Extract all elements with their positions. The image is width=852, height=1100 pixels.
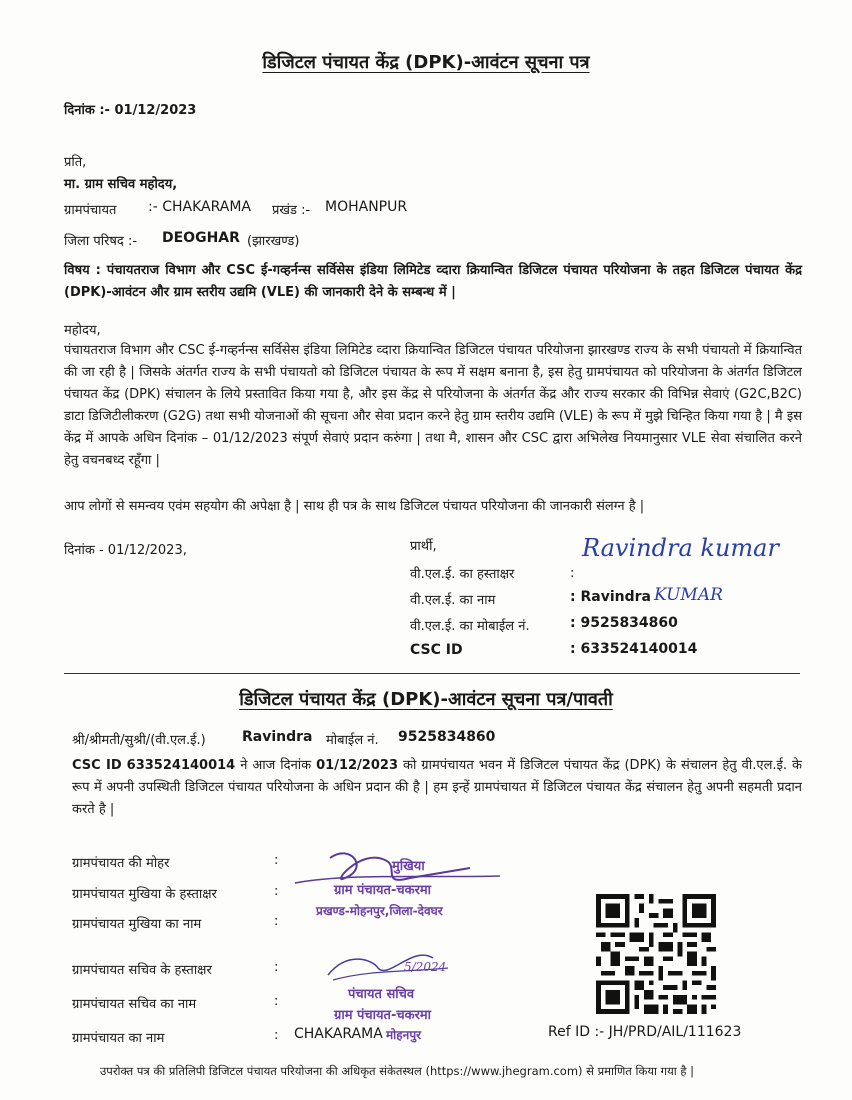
ref-id: Ref ID :- JH/PRD/AIL/111623 [548,1024,742,1040]
csc-id-label: CSC ID [410,642,463,658]
sachiv-name-label: ग्रामपंचायत सचिव का नाम [72,997,197,1012]
vle-signature-colon: : [570,566,575,581]
person-label: श्री/श्रीमती/सुश्री/(वी.एल.ई.) [72,733,206,748]
footer-note: उपरोक्त पत्र की प्रतिलिपी डिजिटल पंचायत परियोजना की अधिकृत संकेतस्थल (https://www.jhegram.com) से प्रमाणित किया गया है | [100,1064,695,1078]
body-paragraph: पंचायतराज विभाग और CSC ई-गव्हर्नन्स सर्विसेस इंडिया लिमिटेड व्दारा क्रियान्वित डिजिटल पंचायत परियोजना झारखण्ड राज्य के सभी पंचायतो में क्रियान्वित की जा रही है | जिसके अंतर्गत राज्य के सभी पंचायतो को डिजिटल पंचायत के रूप में सक्षम बनाना है, इस हेतु ग्रामपंचायत को परियोजना के अंतर्गत डिजिटल पंचायत केंद्र (DPK) संचालन के लिये प्रस्तावित किया गया है, और इस केंद्र से परियोजना के अंतर्गत केंद्र और राज्य सरकार की विभिन्न सेवाएं (G2C,B2C) डाटा डिजिटीलीकरण (G2G) तथा सभी योजनाओं की सूचना और सेवा प्रदान करने हेतु ग्राम स्तरीय उद्यमि (VLE) के रूप में मुझे चिन्हित किया गया है | मै इस केंद्र में आपके अधिन दिनांक – 01/12/2023 संपूर्ण सेवाएं प्रदान करुंगा | तथा मै, शासन और CSC द्वारा अभिलेख नियमानुसार VLE सेवा संचालित करने हेतु वचनबध्द रहूँगा | [64,343,802,468]
district-label: जिला परिषद :- [64,234,138,249]
sachiv-stamp-line1: पंचायत सचिव [348,987,415,1002]
vle-mobile-label: वी.एल.ई. का मोबाईल नं. [410,619,530,634]
mukhiya-stamp-line3: प्रखण्ड-मोहनपुर,जिला-देवघर [316,904,443,918]
cooperation-line: आप लोगों से समन्वय एवंम सहयोग की अपेक्षा है | साथ ही पत्र के साथ डिजिटल पंचायत परियोजना की जानकारी संलग्न है | [64,499,645,514]
receipt-text-part1: ने आज दिनांक [240,758,312,773]
mukhiya-signature-label: ग्रामपंचायत मुखिया के हस्ताक्षर [72,887,217,902]
receipt-text [72,755,802,821]
district-state: (झारखण्ड) [247,234,300,249]
gp-name-colon: : [274,1028,279,1043]
person-name: Ravindra [242,729,313,745]
vle-name-label: वी.एल.ई. का नाम [410,593,496,608]
vle-name-handwritten: KUMAR [654,585,723,605]
receipt-date: 01/12/2023 [316,758,398,773]
receipt-mobile-value: 9525834860 [398,729,496,745]
vle-signature-label: वी.एल.ई. का हस्ताक्षर [410,567,515,582]
sachiv-stamp-line3: मोहनपुर [386,1028,422,1042]
sachiv-sign-date: 5/2024 [404,960,447,974]
vle-name-value: : Ravindra [570,589,651,605]
sachiv-name-colon: : [274,994,279,1009]
receipt-title: डिजिटल पंचायत केंद्र (DPK)-आवंटन सूचना पत्र/पावती [239,689,613,710]
sachiv-signature-label: ग्रामपंचायत सचिव के हस्ताक्षर [72,963,212,978]
gp-name-value: CHAKARAMA [294,1026,383,1042]
page-title: डिजिटल पंचायत केंद्र (DPK)-आवंटन सूचना पत्र [262,52,590,73]
sachiv-stamp-line2: ग्राम पंचायत-चकरमा [334,1008,432,1023]
receipt-csc-value: 633524140014 [126,758,236,773]
mukhiya-name-colon: : [274,914,279,929]
receipt-mobile-label: मोबाईल नं. [326,733,379,748]
receipt-csc-label: CSC ID [72,758,122,773]
gram-panchayat-value: :- CHAKARAMA [148,199,252,215]
mukhiya-stamp-title: मुखिया [392,859,425,874]
mukhiya-stamp-line2: ग्राम पंचायत-चकरमा [334,883,432,898]
mukhiya-signature-colon: : [274,884,279,899]
divider [64,673,800,674]
block-label: प्रखंड :- [272,203,311,218]
vle-signature: Ravindra kumar [582,534,779,562]
subject: विषय : पंचायतराज विभाग और CSC ई-गव्हर्नन्स सर्विसेस इंडिया लिमिटेड व्दारा क्रियान्वित डिजिटल पंचायत परियोजना के तहत डिजिटल पंचायत केंद्र (DPK)-आवंटन और ग्राम स्तरीय उद्यमि (VLE) की जानकारी देने के सम्बन्ध में | [64,263,802,300]
vle-mobile-value: : 9525834860 [570,615,678,631]
csc-id-value: : 633524140014 [570,641,698,657]
sachiv-signature-colon: : [274,960,279,975]
district-value: DEOGHAR [162,230,240,246]
qr-code-icon [596,894,716,1014]
addressee-prefix: प्रति, [64,155,87,170]
sign-date: दिनांक - 01/12/2023, [64,543,187,558]
applicant-label: प्रार्थी, [410,539,437,554]
salutation: महोदय, [64,323,101,338]
letter-date: दिनांक :- 01/12/2023 [64,103,197,118]
receipt-text-part2: को ग्रामपंचायत भवन में डिजिटल पंचायत केंद्र (DPK) के संचालन हेतु वी.एल.ई. के रूप में अपनी उपस्थिती डिजिटल पंचायत परियोजना के अधिन प्रदान की है | हम इन्हें ग्रामपंचायत में डिजिटल पंचायत केंद्र संचालन हेतु अपनी सहमती प्रदान करते है | [72,758,802,817]
gram-panchayat-label: ग्रामपंचायत [64,203,117,218]
block-value: MOHANPUR [325,199,408,215]
gp-seal-label: ग्रामपंचायत की मोहर [72,856,170,871]
gp-seal-colon: : [274,853,279,868]
gp-name-label: ग्रामपंचायत का नाम [72,1031,165,1046]
mukhiya-name-label: ग्रामपंचायत मुखिया का नाम [72,917,202,932]
addressee: मा. ग्राम सचिव महोदय, [64,177,178,192]
